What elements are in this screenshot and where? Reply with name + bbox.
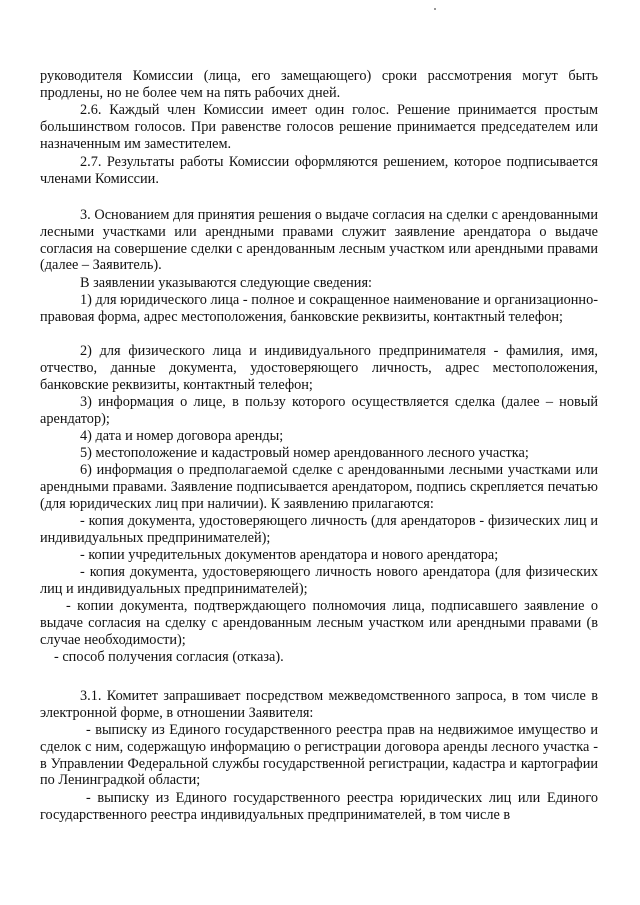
paragraph-statement-intro: В заявлении указываются следующие сведения: <box>80 275 373 291</box>
scan-speck <box>434 8 436 10</box>
request-item-1: - выписку из Единого государственного реестра прав на недвижимое имущество и сделок с ним, содержащую информацию о регистрации договора аренды лесного участка - в Управлении Федеральной службы государственной регистрации, кадастра и картографии по Ленинградкой области; <box>40 722 598 789</box>
list-item-3: 3) информация о лице, в пользу которого осуществляется сделка (далее – новый арендатор); <box>40 394 598 427</box>
attachment-item-5: - способ получения согласия (отказа). <box>54 649 284 665</box>
list-item-2: 2) для физического лица и индивидуального предпринимателя - фамилия, имя, отчество, данные документа, удостоверяющего личность, адрес местоположения, банковские реквизиты, контактный телефон; <box>40 343 598 393</box>
list-item-6: 6) информация о предполагаемой сделке с арендованными лесными участками или арендными правами. Заявление подписывается арендатором, подпись скрепляется печатью (для юридических лиц при наличии). К заявлению прилагаются: <box>40 462 598 512</box>
paragraph-2-6: 2.6. Каждый член Комиссии имеет один голос. Решение принимается простым большинством голосов. При равенстве голосов решение принимается председателем или назначенным им заместителем. <box>40 102 598 152</box>
paragraph-3: 3. Основанием для принятия решения о выдаче согласия на сделки с арендованными лесными участками или арендными правами служит заявление арендатора о выдаче согласия на совершение сделки с арендованным лесным участком или арендными правами (далее – Заявитель). <box>40 207 598 274</box>
request-item-2: - выписку из Единого государственного реестра юридических лиц или Единого государственного реестра индивидуальных предпринимателей, в том числе в <box>40 790 598 823</box>
attachment-item-3: - копия документа, удостоверяющего личность нового арендатора (для физических лиц и индивидуальных предпринимателей); <box>40 564 598 597</box>
attachment-item-2: - копии учредительных документов арендатора и нового арендатора; <box>80 547 499 563</box>
list-item-5: 5) местоположение и кадастровый номер арендованного лесного участка; <box>80 445 529 461</box>
attachment-item-1: - копия документа, удостоверяющего личность (для арендаторов - физических лиц и индивидуальных предпринимателей); <box>40 513 598 546</box>
list-item-1: 1) для юридического лица - полное и сокращенное наименование и организационно-правовая форма, адрес местоположения, банковские реквизиты, контактный телефон; <box>40 292 598 325</box>
list-item-4: 4) дата и номер договора аренды; <box>80 428 284 444</box>
paragraph-2-7: 2.7. Результаты работы Комиссии оформляются решением, которое подписывается членами Комиссии. <box>40 154 598 187</box>
paragraph-continuation: руководителя Комиссии (лица, его замещающего) сроки рассмотрения могут быть продлены, но не более чем на пять рабочих дней. <box>40 68 598 101</box>
paragraph-3-1: 3.1. Комитет запрашивает посредством межведомственного запроса, в том числе в электронной форме, в отношении Заявителя: <box>40 688 598 721</box>
attachment-item-4: - копии документа, подтверждающего полномочия лица, подписавшего заявление о выдаче согласия на сделку с арендованным лесным участком или арендными правами (в случае необходимости); <box>40 598 598 648</box>
